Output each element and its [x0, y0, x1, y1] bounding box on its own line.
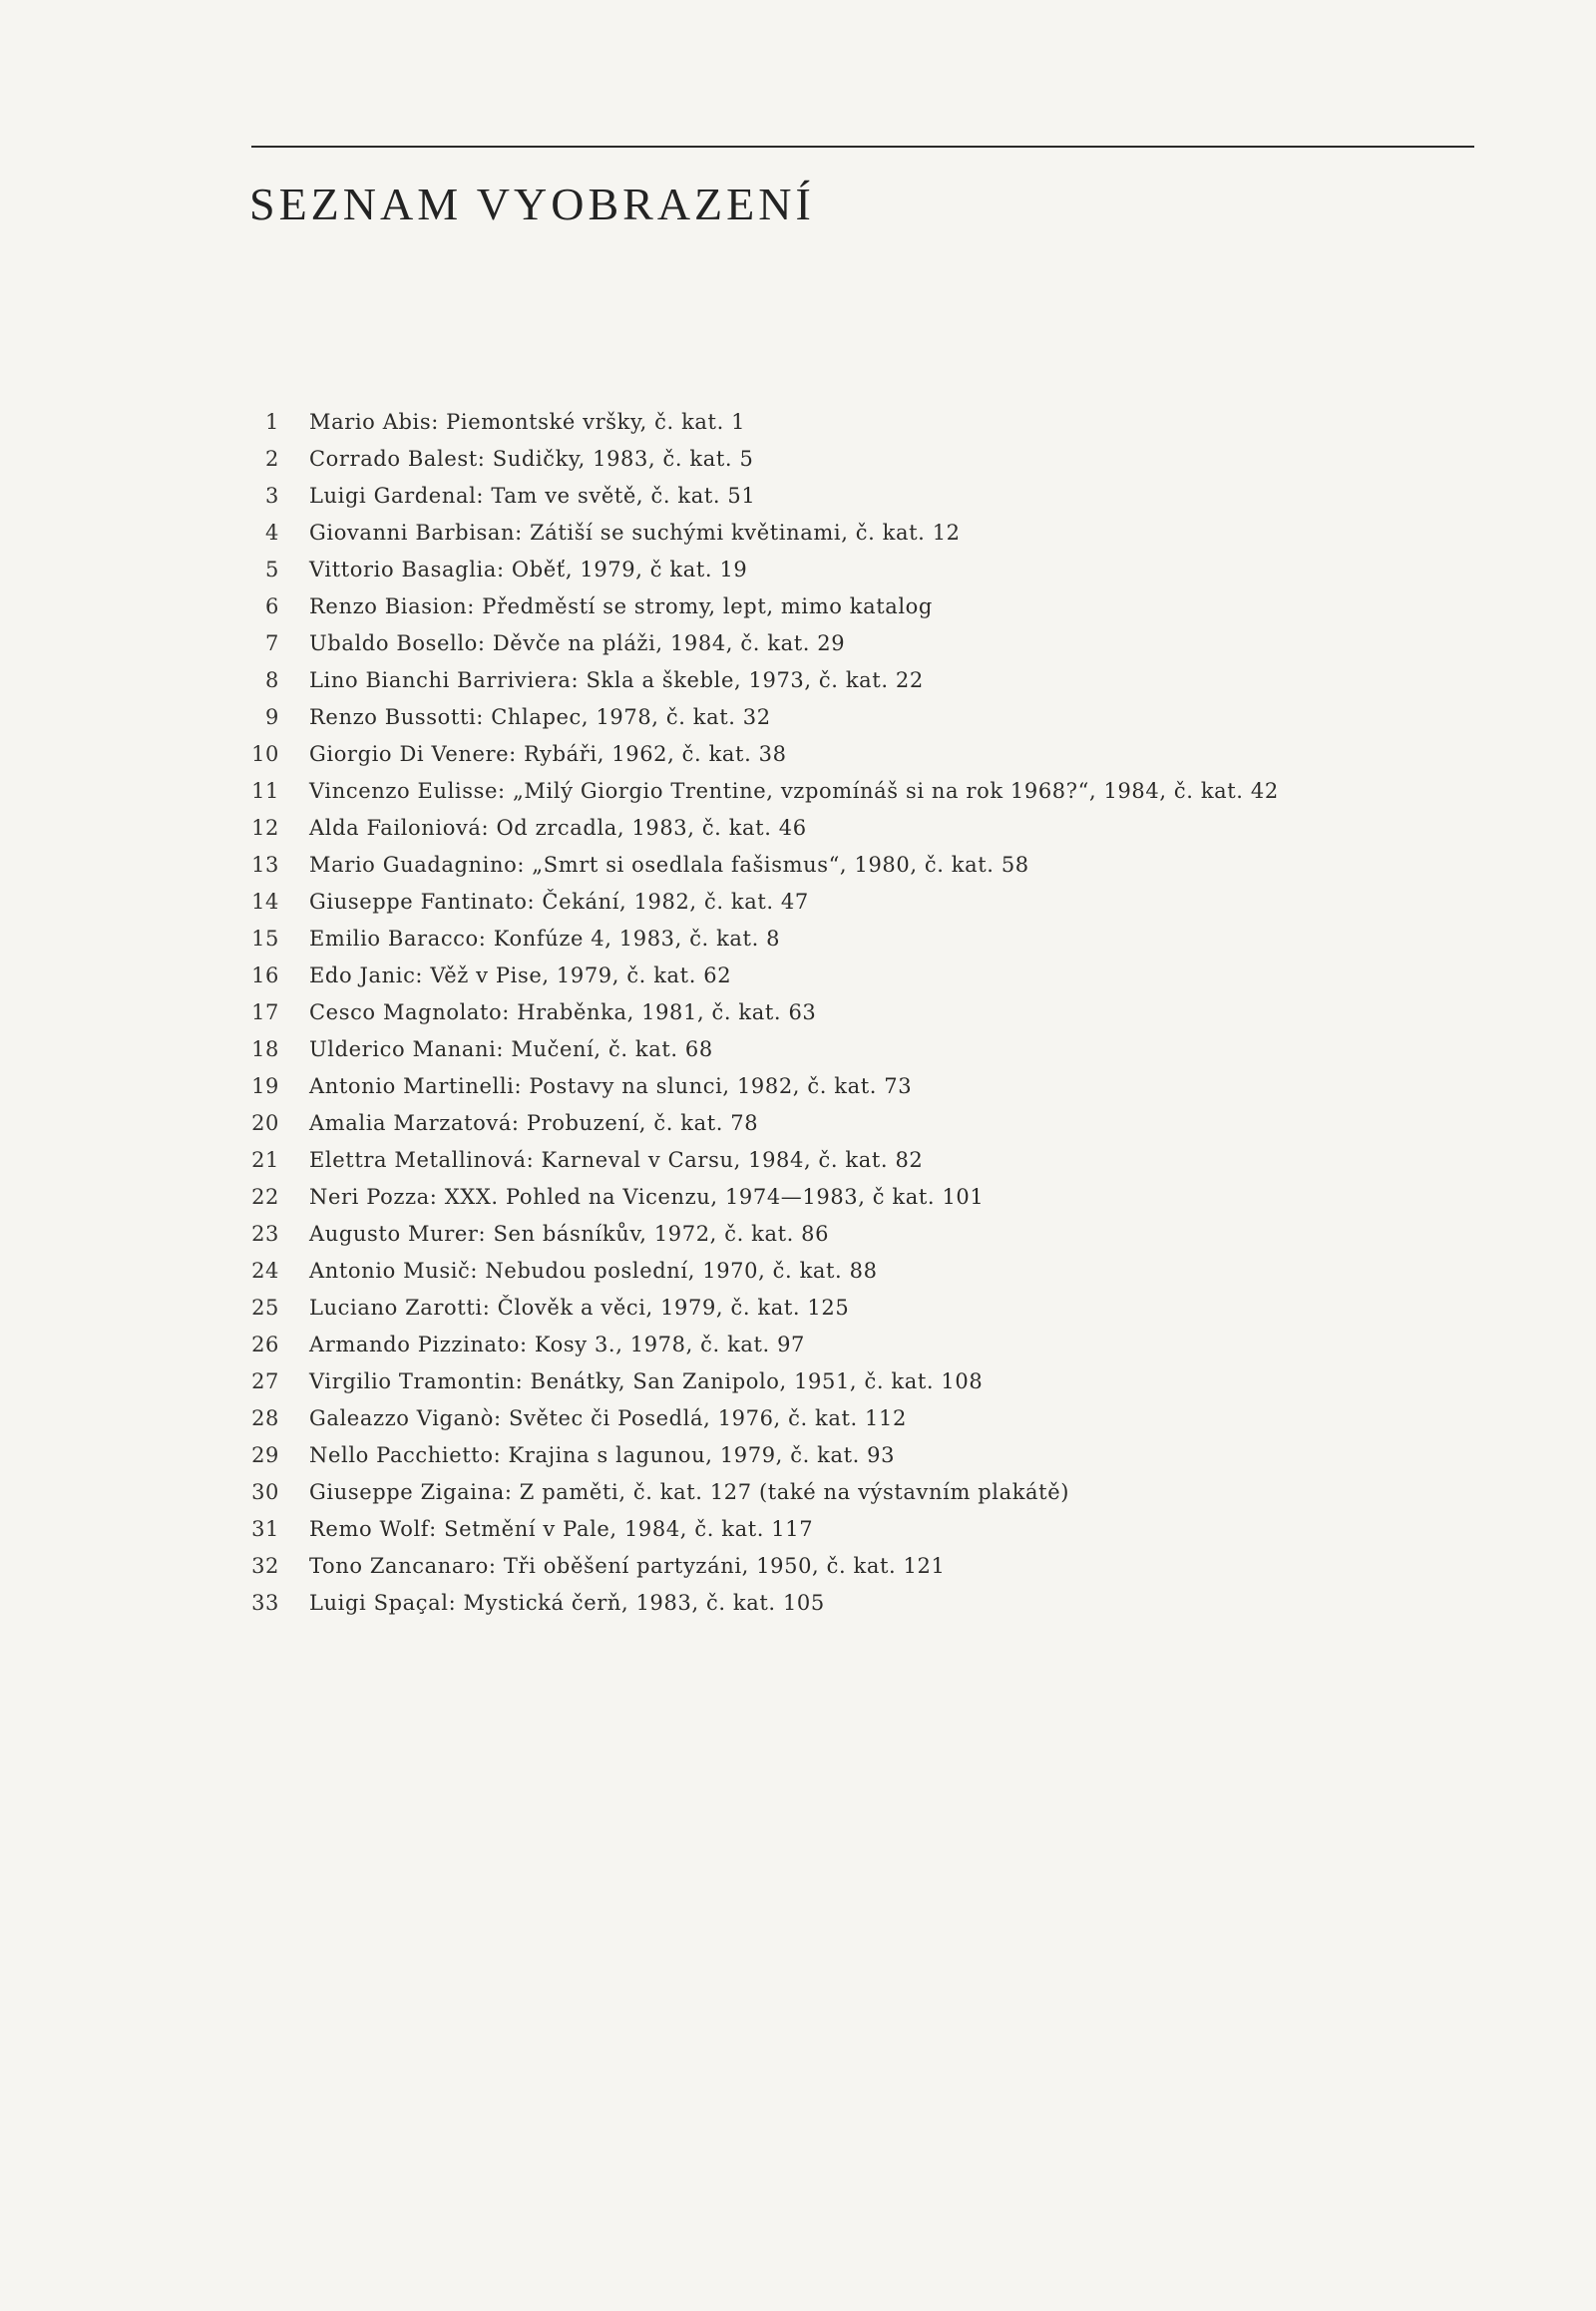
- list-item: [239, 1437, 1476, 1474]
- list-item-text: Ubaldo Bosello: Děvče na pláži, 1984, č. kat. 29: [309, 631, 846, 655]
- list-item: [239, 736, 1476, 773]
- list-item-text: Elettra Metallinová: Karneval v Carsu, 1984, č. kat. 82: [309, 1148, 924, 1172]
- list-item: [239, 441, 1476, 478]
- list-item-text: Mario Abis: Piemontské vršky, č. kat. 1: [309, 410, 746, 434]
- list-item-number: 6: [265, 594, 279, 618]
- list-item: [239, 921, 1476, 958]
- list-item-number: 20: [251, 1111, 279, 1135]
- list-item: [239, 773, 1476, 810]
- list-item: [239, 1179, 1476, 1216]
- list-item-number: 28: [251, 1406, 279, 1430]
- list-item-text: Antonio Martinelli: Postavy na slunci, 1982, č. kat. 73: [309, 1074, 913, 1098]
- list-item-number: 2: [265, 447, 279, 471]
- list-item-text: Edo Janic: Věž v Pise, 1979, č. kat. 62: [309, 963, 732, 987]
- list-item-number: 13: [251, 853, 279, 877]
- list-item: [239, 1105, 1476, 1142]
- list-item: [239, 625, 1476, 662]
- list-item-number: 18: [251, 1037, 279, 1061]
- list-item-text: Cesco Magnolato: Hraběnka, 1981, č. kat. 63: [309, 1000, 817, 1024]
- list-item-text: Amalia Marzatová: Probuzení, č. kat. 78: [309, 1111, 759, 1135]
- list-item-text: Tono Zancanaro: Tři oběšení partyzáni, 1950, č. kat. 121: [309, 1554, 946, 1578]
- list-item: [239, 810, 1476, 847]
- list-item-number: 12: [251, 816, 279, 840]
- list-item-number: 21: [251, 1148, 279, 1172]
- list-item: [239, 1474, 1476, 1511]
- list-item-number: 16: [251, 963, 279, 987]
- list-item-number: 26: [251, 1333, 279, 1356]
- list-item-text: Emilio Baracco: Konfúze 4, 1983, č. kat. 8: [309, 927, 781, 951]
- list-item-text: Galeazzo Viganò: Světec či Posedlá, 1976, č. kat. 112: [309, 1406, 907, 1430]
- list-item-text: Vittorio Basaglia: Oběť, 1979, č kat. 19: [309, 558, 748, 581]
- list-item-number: 10: [251, 742, 279, 766]
- list-item-text: Giuseppe Fantinato: Čekání, 1982, č. kat. 47: [309, 890, 809, 914]
- list-item: [239, 552, 1476, 588]
- list-item-number: 19: [251, 1074, 279, 1098]
- list-item-text: Ulderico Manani: Mučení, č. kat. 68: [309, 1037, 713, 1061]
- list-item-number: 1: [265, 410, 279, 434]
- page-title: SEZNAM VYOBRAZENÍ: [249, 179, 815, 229]
- list-item-text: Corrado Balest: Sudičky, 1983, č. kat. 5: [309, 447, 754, 471]
- list-item: [239, 699, 1476, 736]
- list-item: [239, 1031, 1476, 1068]
- list-item-text: Giuseppe Zigaina: Z paměti, č. kat. 127 (také na výstavním plakátě): [309, 1480, 1070, 1504]
- list-item-number: 25: [251, 1296, 279, 1320]
- list-item: [239, 1068, 1476, 1105]
- list-item-number: 17: [251, 1000, 279, 1024]
- list-item: [239, 1548, 1476, 1585]
- list-item-text: Remo Wolf: Setmění v Pale, 1984, č. kat. 117: [309, 1517, 814, 1541]
- list-item-text: Armando Pizzinato: Kosy 3., 1978, č. kat. 97: [309, 1333, 806, 1356]
- list-item: [239, 1327, 1476, 1363]
- list-item: [239, 1363, 1476, 1400]
- list-item-text: Neri Pozza: XXX. Pohled na Vicenzu, 1974—1983, č kat. 101: [309, 1185, 985, 1209]
- list-item: [239, 1511, 1476, 1548]
- list-item-number: 31: [251, 1517, 279, 1541]
- list-item: [239, 994, 1476, 1031]
- list-item-text: Vincenzo Eulisse: „Milý Giorgio Trentine, vzpomínáš si na rok 1968?“, 1984, č. kat. 42: [309, 779, 1279, 803]
- list-item-text: Virgilio Tramontin: Benátky, San Zanipolo, 1951, č. kat. 108: [309, 1369, 984, 1393]
- list-item: [239, 1585, 1476, 1622]
- top-rule: [251, 146, 1474, 148]
- list-item-number: 22: [251, 1185, 279, 1209]
- list-item-number: 9: [265, 705, 279, 729]
- list-item-text: Nello Pacchietto: Krajina s lagunou, 1979, č. kat. 93: [309, 1443, 896, 1467]
- list-item-number: 5: [265, 558, 279, 581]
- list-item-text: Renzo Biasion: Předměstí se stromy, lept, mimo katalog: [309, 594, 933, 618]
- list-item-text: Mario Guadagnino: „Smrt si osedlala fašismus“, 1980, č. kat. 58: [309, 853, 1029, 877]
- list-item: [239, 515, 1476, 552]
- list-item: [239, 662, 1476, 699]
- list-item-number: 27: [251, 1369, 279, 1393]
- illustration-list: [239, 404, 1476, 1622]
- list-item-number: 33: [251, 1591, 279, 1615]
- list-item-number: 15: [251, 927, 279, 951]
- list-item: [239, 1216, 1476, 1253]
- list-item-text: Giorgio Di Venere: Rybáři, 1962, č. kat. 38: [309, 742, 787, 766]
- list-item-text: Luigi Spaçal: Mystická čerň, 1983, č. kat. 105: [309, 1591, 825, 1615]
- list-item: [239, 1400, 1476, 1437]
- list-item: [239, 1253, 1476, 1290]
- list-item-text: Augusto Murer: Sen básníkův, 1972, č. kat. 86: [309, 1222, 830, 1246]
- list-item-number: 4: [265, 521, 279, 545]
- list-item: [239, 404, 1476, 441]
- list-item-number: 3: [265, 484, 279, 508]
- list-item: [239, 1290, 1476, 1327]
- list-item-number: 7: [265, 631, 279, 655]
- list-item-text: Antonio Musič: Nebudou poslední, 1970, č. kat. 88: [309, 1259, 878, 1283]
- list-item-number: 24: [251, 1259, 279, 1283]
- list-item-text: Luciano Zarotti: Člověk a věci, 1979, č. kat. 125: [309, 1296, 850, 1320]
- list-item-text: Lino Bianchi Barriviera: Skla a škeble, 1973, č. kat. 22: [309, 668, 924, 692]
- list-item-number: 8: [265, 668, 279, 692]
- list-item-text: Luigi Gardenal: Tam ve světě, č. kat. 51: [309, 484, 756, 508]
- list-item-text: Alda Failoniová: Od zrcadla, 1983, č. kat. 46: [309, 816, 807, 840]
- list-item-number: 11: [251, 779, 279, 803]
- list-item: [239, 588, 1476, 625]
- list-item: [239, 1142, 1476, 1179]
- list-item-number: 23: [251, 1222, 279, 1246]
- list-item: [239, 958, 1476, 994]
- list-item-text: Giovanni Barbisan: Zátiší se suchými květinami, č. kat. 12: [309, 521, 961, 545]
- list-item: [239, 884, 1476, 921]
- list-item-number: 14: [251, 890, 279, 914]
- list-item: [239, 847, 1476, 884]
- list-item-number: 30: [251, 1480, 279, 1504]
- list-item: [239, 478, 1476, 515]
- list-item-number: 32: [251, 1554, 279, 1578]
- list-item-number: 29: [251, 1443, 279, 1467]
- list-item-text: Renzo Bussotti: Chlapec, 1978, č. kat. 32: [309, 705, 771, 729]
